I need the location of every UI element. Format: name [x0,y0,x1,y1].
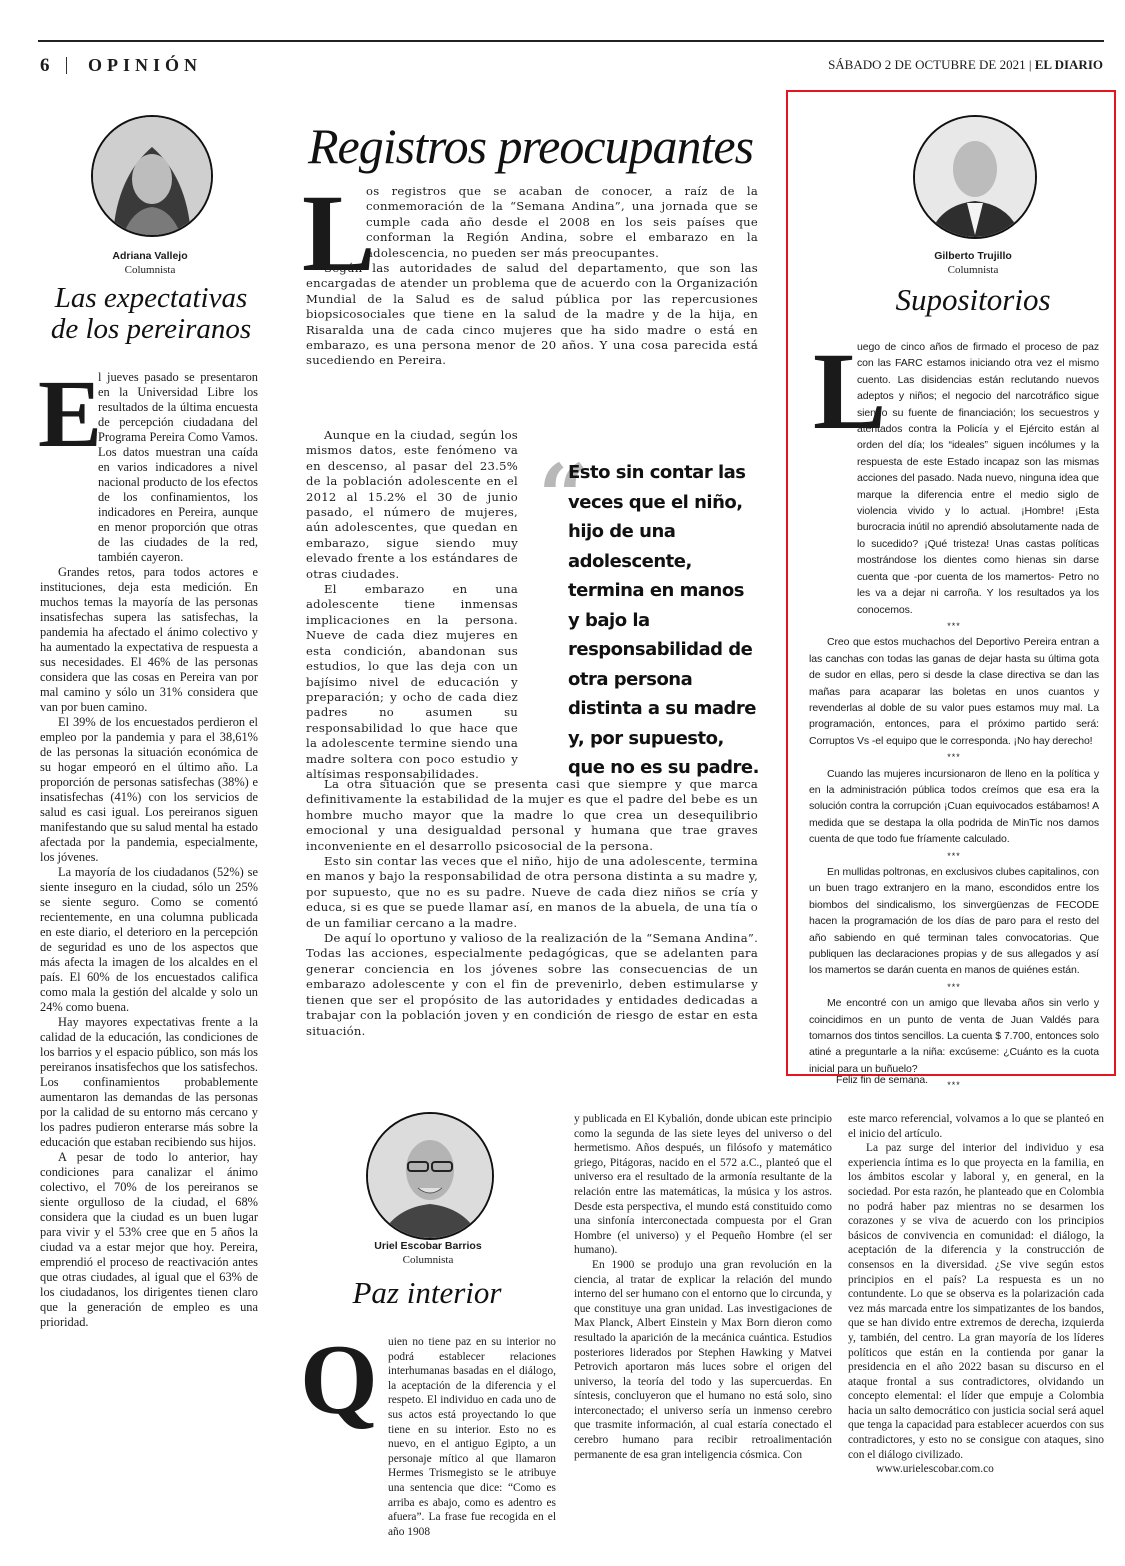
drop-cap: L [302,172,376,294]
header-divider [66,57,67,74]
author-name: Adriana Vallejo [112,250,188,262]
author-role: Columnista [124,264,176,276]
issue-date: SÁBADO 2 DE OCTUBRE DE 2021 [828,57,1026,72]
column-title: Las expectativas de los pereiranos [50,282,252,346]
paragraph: En 1900 se produjo una gran revolución en la ciencia, al tratar de explicar la relación del mundo interno del ser humano con el entorno que lo circunda, y que constituye una gran unidad. Las investigaciones de Max Planck, Albert Einstein y Max Born dieron como resultado la aparición de la mecánica cuántica. Estudios posteriores liderados por Stephen Hawking y Matvei Petrovich aportaron más luces sobre el origen del universo, la teoría del todo y las supercuerdas. En síntesis, concluyeron que el humano no está solo, sino interconectado; el universo sería un inmenso cerebro que trasmite información, al cual estaría conectado el cerebro humano para recibir retroalimentación permanente de esa gran inteligencia cósmica. Con [574,1258,832,1461]
paragraph: uego de cinco años de firmado el proceso de paz con las FARC estamos iniciando otra vez el mismo cuento. Las disidencias están reclutando nuevos adeptos y niños; el negocio del narcotráfico sigue siendo su fuente de financiación; los secuestros y atentados contra la Policía y el Ejército están al orden del día; los “ideales” siguen incólumes y la respuesta de este Estado incapaz son las mismas acciones del pasado. Nada nuevo, ninguna idea que marque la diferencia entre el medio siglo de violencia vivido y lo actual. ¡Hombre! ¡Esta burocracia inútil no aprendió absolutamente nada de lo sucedido? ¡Qué tristeza! Unas castas políticas mostrándose los dientes como hienas sin darse cuenta que -por cuenta de los mamertos- Petro no les va a dejar ni carroña. Y los resultados ya los conocemos. [857,341,1099,616]
separator: *** [947,981,961,992]
paragraph: este marco referencial, volvamos a lo que se planteó en el inicio del artículo. [848,1113,1104,1140]
author-photo-uriel-escobar-barrios [366,1112,494,1240]
author-role: Columnista [402,1254,454,1266]
dateline-divider: | [1028,57,1035,72]
paragraph: En mullidas poltronas, en exclusivos clubes capitalinos, con un buen trago extranjero en la mano, escondidos entre los biombos del sindicalismo, los sinvergüenzas de FECODE hacen la programación de los días de paro para el resto del año sabiendo en qué terminan tales convocatorias. Que publiquen las declaraciones propias y de sus allegados y así los mamertos se darán cuenta en manos de quiénes están. [809,866,1099,977]
paragraph: La paz surge del interior del individuo y esa experiencia íntima es lo que proyecta en la familia, en los ámbitos escolar y laboral y, en general, en la sociedad. Por esta razón, he planteado que en Colombia no podrá haber paz mientras no se desarmen los corazones y se viva de acuerdo con los principios básicos de convivencia en comunidad: el diálogo, la aceptación de la diferencia y la construcción de consensos en la diversidad. ¿Se vive según estos principios en el país? La respuesta es un no contundente. Lo que se observa es la polarización cada vez más marcada entre los simpatizantes de los bandos, que se han divido entre extremos de derecha, izquierda y, también, del centro. La gran mayoría de los líderes políticos que están en la contienda por ganar la presidencia en el año 2022 basan su discurso en el ataque frontal a sus contradictores, olvidando un concepto elemental: el líder que empuje a Colombia hacia un salto democrático con justicia social será aquel que tenga la capacidad para establecer acuerdos con sus contradictores, y esto no se consigue con ataques, sino con el diálogo civilizado. [848,1142,1104,1461]
drop-cap: L [813,330,887,452]
paragraph: Grandes retos, para todos actores e instituciones, deja esta medición. En muchos temas la mayoría de las personas insatisfechas supera las satisfechas, la pandemia ha afectado el ánimo colectivo y ha aumentado la expectativa de respuesta a sus necesidades. El 46% de las personas considera que las cosas en Pereira van por mal camino y sólo un 31% considera que van por buen camino. [40,565,258,714]
pull-quote: Esto sin contar las veces que el niño, hijo de una adolescente, termina en manos y bajo la responsabilidad de otra persona distinta a su madre y, por supuesto, que no es su padre. [568,462,759,778]
quote-mark-icon: “ [538,444,589,548]
column-title: Supositorios [895,282,1051,317]
author-photo-gilberto-trujillo [913,115,1037,239]
section-name: OPINIÓN [88,55,203,75]
paragraph: De aquí lo oportuno y valioso de la realización de la “Semana Andina”. Todas las acciones, especialmente pedagógicas, que se adelanten para generar conciencia en los jóvenes sobre las consecuencias de un embarazo adolescente y con el fin de prevenirlo, deben estimularse y tienen que ser el propósito de las autoridades y entidades dedicadas a trabajar con la población joven y en condición de riesgo de estar en esta situación. [306,931,758,1038]
author-name: Gilberto Trujillo [934,250,1012,262]
paragraph: Hay mayores expectativas frente a la calidad de la educación, las condiciones de los barrios y el espacio público, son más los pereiranos insatisfechos que los satisfechos. Los confinamientos probablemente aumentaron las demandas de las personas por la calidad de su entorno más cercano y los padres pudieron enterarse más sobre la educación que estaban recibiendo sus hijos. [40,1015,258,1149]
paragraph: os registros que se acaban de conocer, a raíz de la conmemoración de la “Semana Andina”, una jornada que se cumple cada año desde el 2008 en los seis países que conforman la Región Andina, sobre el embarazo en la adolescencia, no pueden ser más preocupantes. [366,184,758,260]
paragraph: Creo que estos muchachos del Deportivo Pereira entran a las canchas con todas las ganas de dejar hasta su última gota de sudor en ellas, pero si desde la clase directiva se dan las mañas para acaparar las boletas en unos cuantos y revenderlas al doble de su valor pues estamos muy mal. La programación, entonces, para el próximo partido será: Corruptos Vs -el equipo que le corresponda. ¡No hay derecho! [809,636,1099,747]
left-article-body [40,370,258,1330]
paragraph: Me encontré con un amigo que llevaba años sin verlo y coincidimos en un punto de venta de Juan Valdés para tomarnos dos tintos sencillos. La cuenta $ 7.700, entonces solo atiné a preguntarle a la niña: excúseme: ¿Cuánto es la cuota inicial para un buñuelo? [809,997,1099,1075]
bottom-article-col-2 [574,1112,832,1462]
paragraph: l jueves pasado se presentaron en la Universidad Libre los resultados de la última encuesta de percepción ciudadana del Programa Pereira Como Vamos. Los datos muestran una caída en varios indicadores a nivel nacional producto de los efectos de los confinamientos, los indicadores en Pereira, aunque en menor proporción que otras de las ciudades de la red, también cayeron. [98,370,258,564]
website: www.urielescobar.com.co [876,1463,994,1476]
paragraph: A pesar de todo lo anterior, hay condiciones para canalizar el ánimo colectivo, el 70% de los pereiranos se siente orgulloso de la ciudad, el 68% considera que la ciudad es un buen lugar para vivir y el 53% cree que en 5 años la ciudad va a estar mejor que hoy. Pereira, emprendió el proceso de reactivación antes que otras ciudades, al igual que el 63% de los ciudadanos, los dirigentes tienen claro que la generación de empleo es una prioridad. [40,1150,258,1329]
separator: *** [947,850,961,861]
separator: *** [947,752,961,763]
editorial-title: Registros preocupantes [308,118,754,174]
paragraph: El embarazo en una adolescente tiene inmensas implicaciones en la persona. Nueve de cada diez mujeres en esta condición, abandonan sus estudios, lo que las deja con un bajísimo nivel de educación y preparación; y ocho de cada diez padres no asumen su responsabilidad lo que hace que la adolescente termine siendo una madre soltera con poco estudio y altísimas responsabilidades. [306,582,518,781]
right-article-body [809,339,1099,1094]
paragraph: El 39% de los encuestados perdieron el empleo por la pandemia y para el 38,61% de las personas la situación económica de su hogar empeoró en el último año. La proporción de personas satisfechas (38%) e insatisfechas (41%) con los servicios de salud es casi igual. Los pereiranos siguen manifestando que su salud mental ha estado afectada por la pandemia, especialmente, los jóvenes. [40,715,258,864]
paragraph: Según las autoridades de salud del departamento, que son las encargadas de atender un problema que de acuerdo con la Organización Mundial de la Salud es de salud pública por las repercusiones biopsicosociales que tiene en la salud de la madre y de la hija, en Risaralda una de cada cinco mujeres que ha sido madre o está en embarazo, es una persona menor de 20 años. Y una cosa parecida está sucediendo en Pereira. [306,261,758,368]
separator: *** [947,1080,961,1091]
editorial-body-bottom [306,777,758,1039]
author-role: Columnista [947,264,999,276]
closing-line: Feliz fin de semana. [836,1074,928,1086]
header-rule [38,40,1104,42]
bottom-article-col-3 [848,1112,1104,1477]
dateline [828,57,1103,73]
paragraph: y publicada en El Kybalión, donde ubican este principio como la segunda de las siete leyes del universo o del hermetismo. Años después, un filósofo y matemático griego, Pitágoras, nacido en el 572 a.C., planteó que el universo era el resultado de la armonía resultante de la relación entre las matemáticas, la música y los astros. Desde esta perspectiva, el mundo está constituido como una sinfonía interconectada compuesta por el Gran Hombre (el universo) y el Pequeño Hombre (el ser humano). [574,1113,832,1257]
page-number: 6 [40,55,50,76]
column-title: Paz interior [352,1275,502,1310]
paragraph: Aunque en la ciudad, según los mismos datos, este fenómeno va en descenso, al pasar del 23.5% de la población adolescente en el 2012 al 15.2% el 30 de junio pasado, el número de mujeres, aún adolescentes, que quedan en embarazo, sigue siendo muy elevado frente a los estándares de otras ciudades. [306,428,518,581]
separator: *** [947,620,961,631]
paragraph: La otra situación que se presenta casi que siempre y que marca definitivamente la estabilidad de la mujer es que el padre del bebe es un hombre mucho mayor que la madre lo que crea un desequilibrio emocional y una desigualdad personal y humana que trae graves inconveniente en el desarrollo psicosocial de la persona. [306,777,758,853]
paragraph: Esto sin contar las veces que el niño, hijo de una adolescente, termina en manos y bajo la responsabilidad de otra persona distinta a su madre y, por supuesto, que no es su padre. Nueve de cada diez niños se cría y educa, si es que se puede llamar así, en manos de la abuela, de una tía o de un familiar cercano a la madre. [306,854,758,930]
author-photo-adriana-vallejo [91,115,213,237]
paragraph: Cuando las mujeres incursionaron de lleno en la política y en la administración pública todos creímos que esa era la solución contra la corrupción ¡Cuan equivocados estábamos! A medida que se destapa la olla podrida de MinTic nos damos cuenta de que todo fue fríamente calculado. [809,767,1099,846]
drop-cap: E [38,360,103,467]
drop-cap: Q [300,1324,378,1435]
author-name: Uriel Escobar Barrios [374,1240,482,1252]
paragraph: La mayoría de los ciudadanos (52%) se siente inseguro en la ciudad, sólo un 25% se siente seguro. Como se comentó recientemente, en una columna publicada en este diario, el deterioro en la percepción de seguridad es uno de los aspectos que más afecta la imagen de los alcaldes en el país. El 60% de los encuestados califica como mala la gestión del alcalde y solo un 24% como buena. [40,865,258,1014]
editorial-body-top [306,184,758,369]
paragraph: uien no tiene paz en su interior no podrá establecer relaciones interhumanas basadas en el diálogo, la aceptación de la diferencia y el respeto. El individuo en cada uno de sus actos está proyectando lo que tiene en su interior. Esto no es nuevo, en el antiguo Egipto, a un personaje mítico al que llamaron Hermes Trismegisto se le atribuye una sentencia que dice: “Como es arriba es abajo, como es adentro es afuera”. La frase fue recogida en el año 1908 [388,1336,556,1538]
bottom-article-col-1 [302,1335,556,1539]
newspaper-name: EL DIARIO [1034,57,1103,72]
